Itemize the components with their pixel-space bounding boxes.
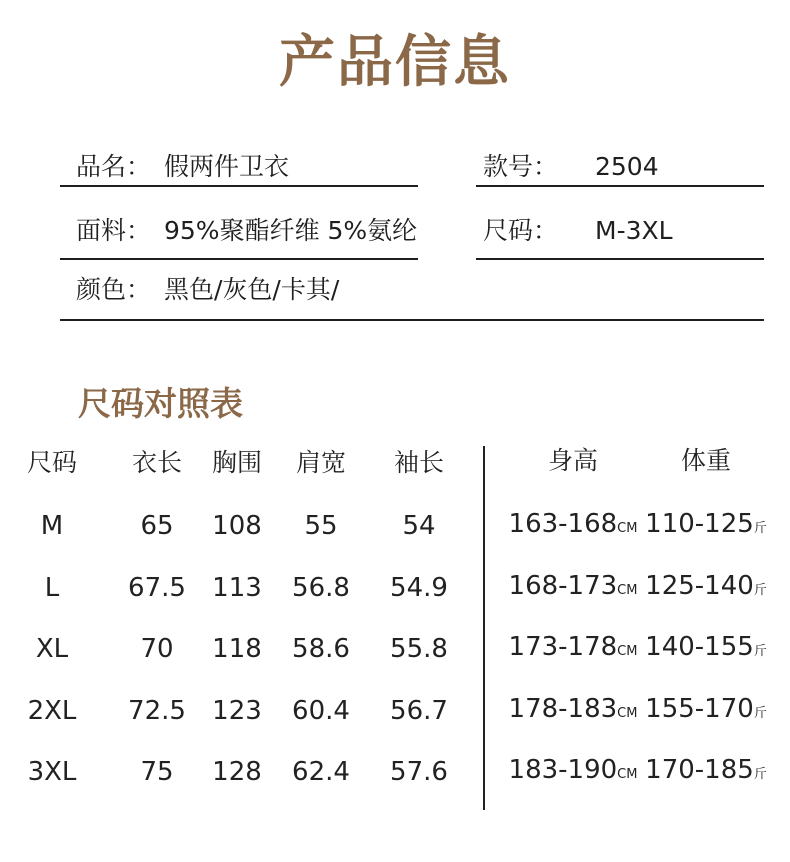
column-header: 尺码 bbox=[26, 448, 77, 477]
table-cell: 118 bbox=[212, 634, 262, 664]
table-cell: 70 bbox=[140, 634, 174, 664]
table-cell: 55 bbox=[304, 511, 338, 541]
range-value: 170-185 bbox=[645, 755, 754, 785]
table-cell: 72.5 bbox=[128, 696, 186, 726]
column-header: 袖长 bbox=[393, 448, 444, 477]
size-value: M-3XL bbox=[595, 216, 673, 245]
divider bbox=[60, 258, 418, 260]
table-cell: 123 bbox=[212, 696, 262, 726]
table-cell: M bbox=[40, 511, 64, 541]
weight-range bbox=[616, 630, 790, 669]
color-value: 黑色/灰色/卡其/ bbox=[164, 275, 340, 304]
range-value: 125-140 bbox=[645, 571, 754, 601]
divider bbox=[476, 185, 764, 187]
name-label: 品名： bbox=[76, 152, 152, 181]
table-cell: 108 bbox=[212, 511, 262, 541]
table-cell: 58.6 bbox=[292, 634, 350, 664]
unit-label: 斤 bbox=[753, 644, 767, 659]
table-cell: 54 bbox=[402, 511, 436, 541]
weight-range bbox=[616, 507, 790, 546]
column-header: 肩宽 bbox=[295, 448, 346, 477]
table-cell: 2XL bbox=[27, 696, 77, 726]
range-value: 178-183 bbox=[508, 694, 618, 724]
unit-label: 斤 bbox=[753, 767, 767, 782]
table-cell: 128 bbox=[212, 757, 262, 787]
table-cell: 75 bbox=[140, 757, 174, 787]
table-cell: 113 bbox=[212, 573, 262, 603]
table-cell: 67.5 bbox=[128, 573, 186, 603]
unit-label: CM bbox=[617, 583, 638, 598]
range-value: 155-170 bbox=[645, 694, 754, 724]
unit-label: 斤 bbox=[753, 706, 767, 721]
unit-label: CM bbox=[617, 521, 638, 536]
table-cell: 60.4 bbox=[292, 696, 350, 726]
size-chart-title: 尺码对照表 bbox=[78, 384, 243, 423]
table-cell: 62.4 bbox=[292, 757, 350, 787]
table-cell: 57.6 bbox=[390, 757, 448, 787]
style-value: 2504 bbox=[595, 152, 659, 181]
table-cell: 54.9 bbox=[390, 573, 448, 603]
range-value: 173-178 bbox=[508, 632, 618, 662]
color-label: 颜色： bbox=[76, 275, 152, 304]
column-header: 体重 bbox=[680, 446, 731, 475]
weight-range bbox=[616, 753, 790, 792]
table-cell: L bbox=[44, 573, 60, 603]
divider bbox=[60, 185, 418, 187]
table-cell: 65 bbox=[140, 511, 174, 541]
weight-range bbox=[616, 569, 790, 608]
range-value: 168-173 bbox=[508, 571, 618, 601]
table-cell: 55.8 bbox=[390, 634, 448, 664]
divider bbox=[60, 319, 764, 321]
table-cell: 3XL bbox=[27, 757, 77, 787]
fabric-label: 面料： bbox=[76, 216, 152, 245]
divider bbox=[476, 258, 764, 260]
table-cell: XL bbox=[35, 634, 69, 664]
name-value: 假两件卫衣 bbox=[164, 152, 290, 181]
column-header: 身高 bbox=[547, 446, 598, 475]
column-header: 衣长 bbox=[131, 448, 182, 477]
page-title: 产品信息 bbox=[279, 30, 511, 95]
range-value: 140-155 bbox=[645, 632, 754, 662]
unit-label: CM bbox=[617, 706, 638, 721]
fabric-value: 95%聚酯纤维 5%氨纶 bbox=[164, 216, 418, 245]
unit-label: 斤 bbox=[753, 521, 767, 536]
style-label: 款号： bbox=[483, 152, 559, 181]
size-label: 尺码： bbox=[483, 216, 559, 245]
range-value: 163-168 bbox=[508, 509, 618, 539]
range-value: 110-125 bbox=[645, 509, 754, 539]
unit-label: CM bbox=[617, 767, 638, 782]
table-cell: 56.8 bbox=[292, 573, 350, 603]
unit-label: CM bbox=[617, 644, 638, 659]
table-cell: 56.7 bbox=[390, 696, 448, 726]
table-divider bbox=[483, 446, 485, 810]
weight-range bbox=[616, 692, 790, 731]
column-header: 胸围 bbox=[211, 448, 262, 477]
unit-label: 斤 bbox=[753, 583, 767, 598]
range-value: 183-190 bbox=[508, 755, 618, 785]
